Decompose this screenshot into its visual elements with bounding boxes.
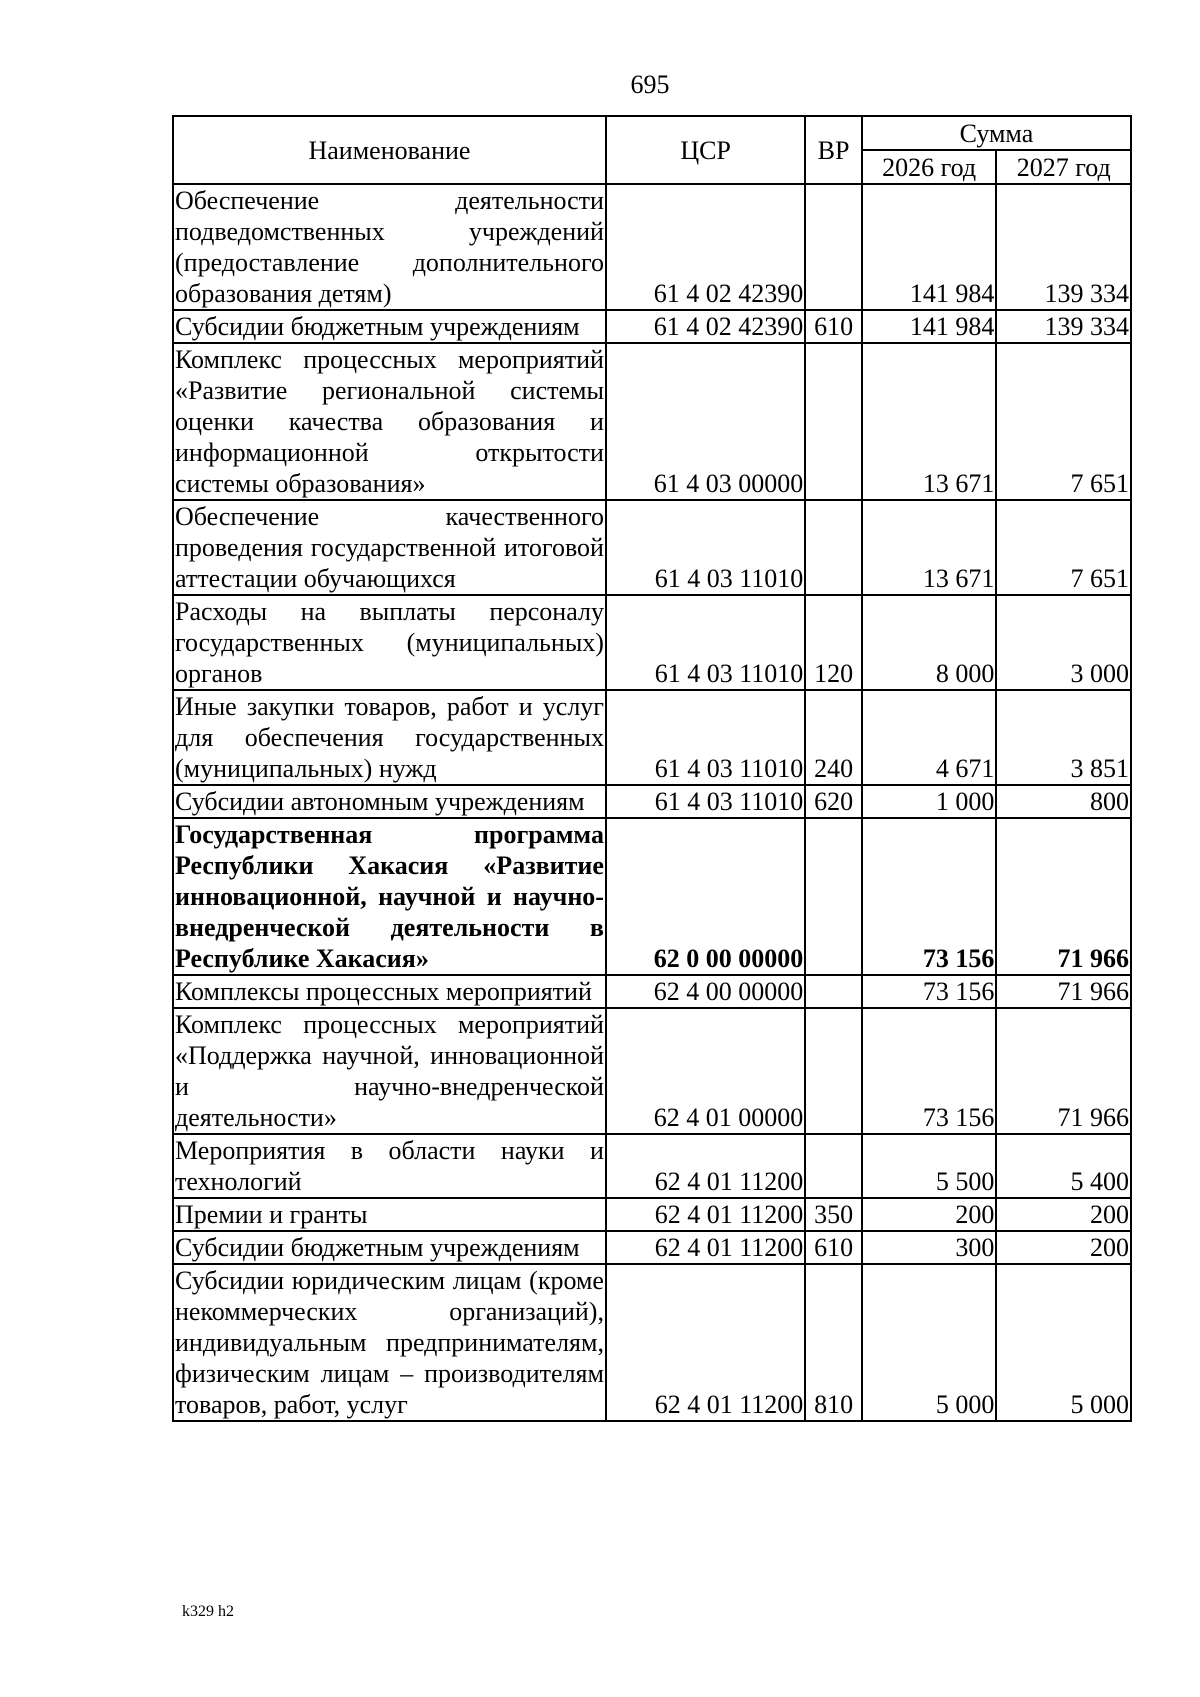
row-csr-code: 61 4 02 42390 (606, 184, 805, 310)
budget-table (172, 115, 1132, 1422)
row-amount-2027: 7 651 (996, 343, 1131, 500)
row-csr-code: 62 4 01 11200 (606, 1198, 805, 1231)
row-amount-2027: 3 000 (996, 595, 1131, 690)
table-row (173, 1198, 1131, 1231)
row-name: Субсидии бюджетным учреждениям (173, 310, 606, 343)
row-amount-2026: 13 671 (862, 500, 997, 595)
page-number: 695 (630, 70, 670, 99)
row-amount-2026: 73 156 (862, 1008, 997, 1134)
row-name: Обеспечение качественного проведения государственной итоговой аттестации обучающихся (175, 502, 604, 593)
row-amount-2026: 5 000 (862, 1264, 997, 1421)
row-vr-code (805, 1008, 862, 1134)
header-year-2027: 2027 год (996, 150, 1131, 184)
row-amount-2027: 800 (996, 785, 1131, 818)
header-name: Наименование (173, 116, 606, 184)
row-amount-2027: 71 966 (996, 818, 1131, 975)
table-body (173, 184, 1131, 1421)
row-amount-2026: 73 156 (862, 818, 997, 975)
row-name: Субсидии автономным учреждениям (173, 785, 606, 818)
row-name: Комплекс процессных мероприятий «Развитие региональной системы оценки качества образования и информационной открытости системы образования» (175, 345, 604, 498)
row-name: Субсидии юридическим лицам (кроме некоммерческих организаций), индивидуальным предпринимателям, физическим лицам – производителям товаров, работ, услуг (175, 1266, 604, 1419)
row-amount-2027: 7 651 (996, 500, 1131, 595)
row-amount-2027: 139 334 (996, 310, 1131, 343)
row-amount-2026: 5 500 (862, 1134, 997, 1198)
row-amount-2026: 8 000 (862, 595, 997, 690)
table-row (173, 975, 1131, 1008)
row-amount-2026: 300 (862, 1231, 997, 1264)
row-name: Государственная программа Республики Хакасия «Развитие инновационной, научной и научно-внедренческой деятельности в Республике Хакасия» (175, 820, 604, 973)
table-header (173, 116, 1131, 184)
row-vr-code (805, 1134, 862, 1198)
row-vr-code: 240 (805, 690, 862, 785)
table-row (173, 785, 1131, 818)
row-vr-code (805, 818, 862, 975)
row-amount-2026: 141 984 (862, 310, 997, 343)
footer-code: k329 h2 (182, 1603, 234, 1620)
row-amount-2027: 5 000 (996, 1264, 1131, 1421)
row-vr-code (805, 500, 862, 595)
table-row (173, 184, 1131, 310)
row-amount-2026: 13 671 (862, 343, 997, 500)
table-row (173, 310, 1131, 343)
row-name: Расходы на выплаты персоналу государственных (муниципальных) органов (175, 597, 604, 688)
row-csr-code: 62 4 01 11200 (606, 1264, 805, 1421)
row-csr-code: 61 4 03 11010 (606, 690, 805, 785)
row-vr-code: 120 (805, 595, 862, 690)
row-amount-2027: 3 851 (996, 690, 1131, 785)
row-amount-2027: 71 966 (996, 975, 1131, 1008)
row-amount-2026: 73 156 (862, 975, 997, 1008)
row-csr-code: 61 4 03 11010 (606, 500, 805, 595)
table-row (173, 690, 1131, 785)
header-csr: ЦСР (606, 116, 805, 184)
row-vr-code (805, 184, 862, 310)
table-row (173, 818, 1131, 975)
row-csr-code: 61 4 03 11010 (606, 785, 805, 818)
row-csr-code: 62 0 00 00000 (606, 818, 805, 975)
row-csr-code: 62 4 01 00000 (606, 1008, 805, 1134)
row-vr-code: 350 (805, 1198, 862, 1231)
row-csr-code: 61 4 03 00000 (606, 343, 805, 500)
row-csr-code: 62 4 01 11200 (606, 1231, 805, 1264)
row-vr-code (805, 343, 862, 500)
table-row (173, 1134, 1131, 1198)
row-csr-code: 61 4 03 11010 (606, 595, 805, 690)
row-amount-2026: 1 000 (862, 785, 997, 818)
table-row (173, 595, 1131, 690)
row-vr-code: 610 (805, 1231, 862, 1264)
row-amount-2026: 200 (862, 1198, 997, 1231)
table-row (173, 1008, 1131, 1134)
row-name: Комплекс процессных мероприятий «Поддержка научной, инновационной и научно-внедренческой деятельности» (175, 1010, 604, 1132)
table-row (173, 500, 1131, 595)
row-name: Мероприятия в области науки и технологий (175, 1136, 604, 1196)
row-csr-code: 61 4 02 42390 (606, 310, 805, 343)
row-vr-code: 620 (805, 785, 862, 818)
row-amount-2027: 200 (996, 1198, 1131, 1231)
row-vr-code (805, 975, 862, 1008)
row-amount-2026: 141 984 (862, 184, 997, 310)
header-sum: Сумма (862, 116, 1131, 150)
row-name: Обеспечение деятельности подведомственных учреждений (предоставление дополнительного образования детям) (175, 186, 604, 308)
header-vr: ВР (805, 116, 862, 184)
row-amount-2027: 5 400 (996, 1134, 1131, 1198)
row-amount-2027: 71 966 (996, 1008, 1131, 1134)
header-year-2026: 2026 год (862, 150, 997, 184)
row-name: Премии и гранты (173, 1198, 606, 1231)
row-vr-code: 810 (805, 1264, 862, 1421)
table-row (173, 1264, 1131, 1421)
row-name: Иные закупки товаров, работ и услуг для обеспечения государственных (муниципальных) нужд (175, 692, 604, 783)
row-amount-2027: 139 334 (996, 184, 1131, 310)
row-csr-code: 62 4 00 00000 (606, 975, 805, 1008)
row-amount-2027: 200 (996, 1231, 1131, 1264)
row-name: Комплексы процессных мероприятий (173, 975, 606, 1008)
row-vr-code: 610 (805, 310, 862, 343)
row-amount-2026: 4 671 (862, 690, 997, 785)
row-name: Субсидии бюджетным учреждениям (173, 1231, 606, 1264)
table-row (173, 343, 1131, 500)
row-csr-code: 62 4 01 11200 (606, 1134, 805, 1198)
table-row (173, 1231, 1131, 1264)
